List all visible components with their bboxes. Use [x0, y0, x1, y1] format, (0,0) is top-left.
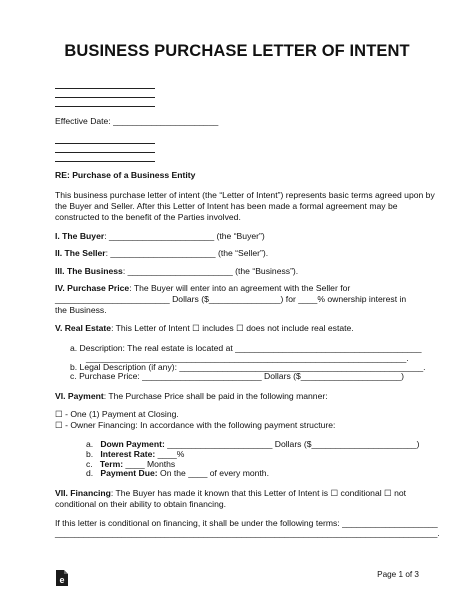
real-estate-description-cont[interactable]: ___________________________________________________________________.: [86, 353, 409, 363]
real-estate-price-field[interactable]: c. Purchase Price: _________________________ Dollars ($_____________________): [70, 371, 404, 381]
business-field[interactable]: : ______________________ (the “Business”).: [122, 266, 299, 276]
payment-option-single[interactable]: ☐ - One (1) Payment at Closing.: [55, 409, 179, 419]
purchase-price-text-1: : The Buyer will enter into an agreement with the Seller for: [129, 283, 351, 293]
financing-checkboxes[interactable]: : The Buyer has made it known that this Letter of Intent is ☐ conditional ☐ not: [110, 488, 407, 498]
re-line: RE: Purchase of a Business Entity: [55, 170, 196, 180]
financing-label: VII. Financing: [55, 488, 111, 498]
term-label: Term:: [99, 459, 124, 469]
interest-rate-row: b. Interest Rate: ____%: [86, 449, 185, 459]
real-estate-description-field[interactable]: a. Description: The real estate is located at _______________________________________: [70, 343, 422, 353]
legal-description-field[interactable]: b. Legal Description (if any): ___________________________________________________.: [70, 362, 426, 372]
svg-text:e: e: [59, 575, 65, 585]
financing-terms-field[interactable]: If this letter is conditional on financing, it shall be under the following terms: ____________________: [55, 518, 438, 528]
payment-text: : The Purchase Price shall be paid in the following manner:: [103, 391, 328, 401]
purchase-price-label: IV. Purchase Price: [55, 283, 130, 293]
page-number: Page 1 of 3: [377, 570, 419, 579]
business-clause: [55, 266, 298, 277]
address-line-3: [55, 106, 155, 107]
term-field[interactable]: ____ Months: [123, 459, 176, 469]
buyer-clause: [55, 231, 265, 242]
payment-due-label: Payment Due:: [100, 468, 158, 478]
business-label: III. The Business: [55, 266, 123, 276]
down-payment-field[interactable]: ______________________ Dollars ($______________________): [164, 439, 420, 449]
payment-clause: [55, 391, 328, 402]
financing-text-2: conditional on their ability to obtain financing.: [55, 499, 227, 509]
intro-line-2: the Buyer and Seller. After this Letter of Intent has been made a formal agreement may be: [55, 201, 398, 211]
payment-option-owner-financing[interactable]: ☐ - Owner Financing: In accordance with the following payment structure:: [55, 420, 336, 430]
down-payment-row: a. Down Payment: ______________________ Dollars ($______________________): [86, 439, 420, 449]
buyer-field[interactable]: : ______________________ (the “Buyer”): [104, 231, 265, 241]
intro-line-3: constructed to the benefit of the Parties involved.: [55, 212, 241, 222]
real-estate-checkboxes[interactable]: : This Letter of Intent ☐ includes ☐ does not include real estate.: [111, 323, 354, 333]
payment-label: VI. Payment: [55, 391, 104, 401]
address-line-1: [55, 88, 155, 89]
seller-clause: [55, 248, 268, 259]
recipient-line-1: [55, 143, 155, 144]
real-estate-label: V. Real Estate: [55, 323, 112, 333]
interest-rate-field[interactable]: ____%: [155, 449, 185, 459]
document-title: BUSINESS PURCHASE LETTER OF INTENT: [64, 42, 410, 60]
down-payment-label: Down Payment:: [100, 439, 165, 449]
interest-rate-label: Interest Rate:: [100, 449, 156, 459]
recipient-line-2: [55, 152, 155, 153]
recipient-line-3: [55, 161, 155, 162]
payment-due-row: d. Payment Due: On the ____ of every month.: [86, 468, 269, 478]
purchase-price-clause: [55, 283, 350, 294]
financing-terms-cont[interactable]: ________________________________________________________________________________.: [55, 528, 440, 538]
buyer-label: I. The Buyer: [55, 231, 105, 241]
real-estate-clause: [55, 323, 354, 334]
intro-line-1: This business purchase letter of intent (the “Letter of Intent”) represents basic terms agreed upon by: [55, 190, 435, 200]
eforms-logo-icon: [55, 569, 69, 587]
purchase-price-text-3: the Business.: [55, 305, 107, 315]
seller-field[interactable]: : ______________________ (the “Seller”).: [105, 248, 269, 258]
effective-date-field[interactable]: Effective Date: ______________________: [55, 116, 219, 126]
purchase-price-field[interactable]: ________________________ Dollars ($_______________) for ____% ownership interest in: [55, 294, 407, 304]
financing-clause: [55, 488, 406, 499]
payment-due-field[interactable]: On the ____ of every month.: [157, 468, 269, 478]
address-line-2: [55, 97, 155, 98]
seller-label: II. The Seller: [55, 248, 106, 258]
term-row: c. Term: ____ Months: [86, 459, 176, 469]
